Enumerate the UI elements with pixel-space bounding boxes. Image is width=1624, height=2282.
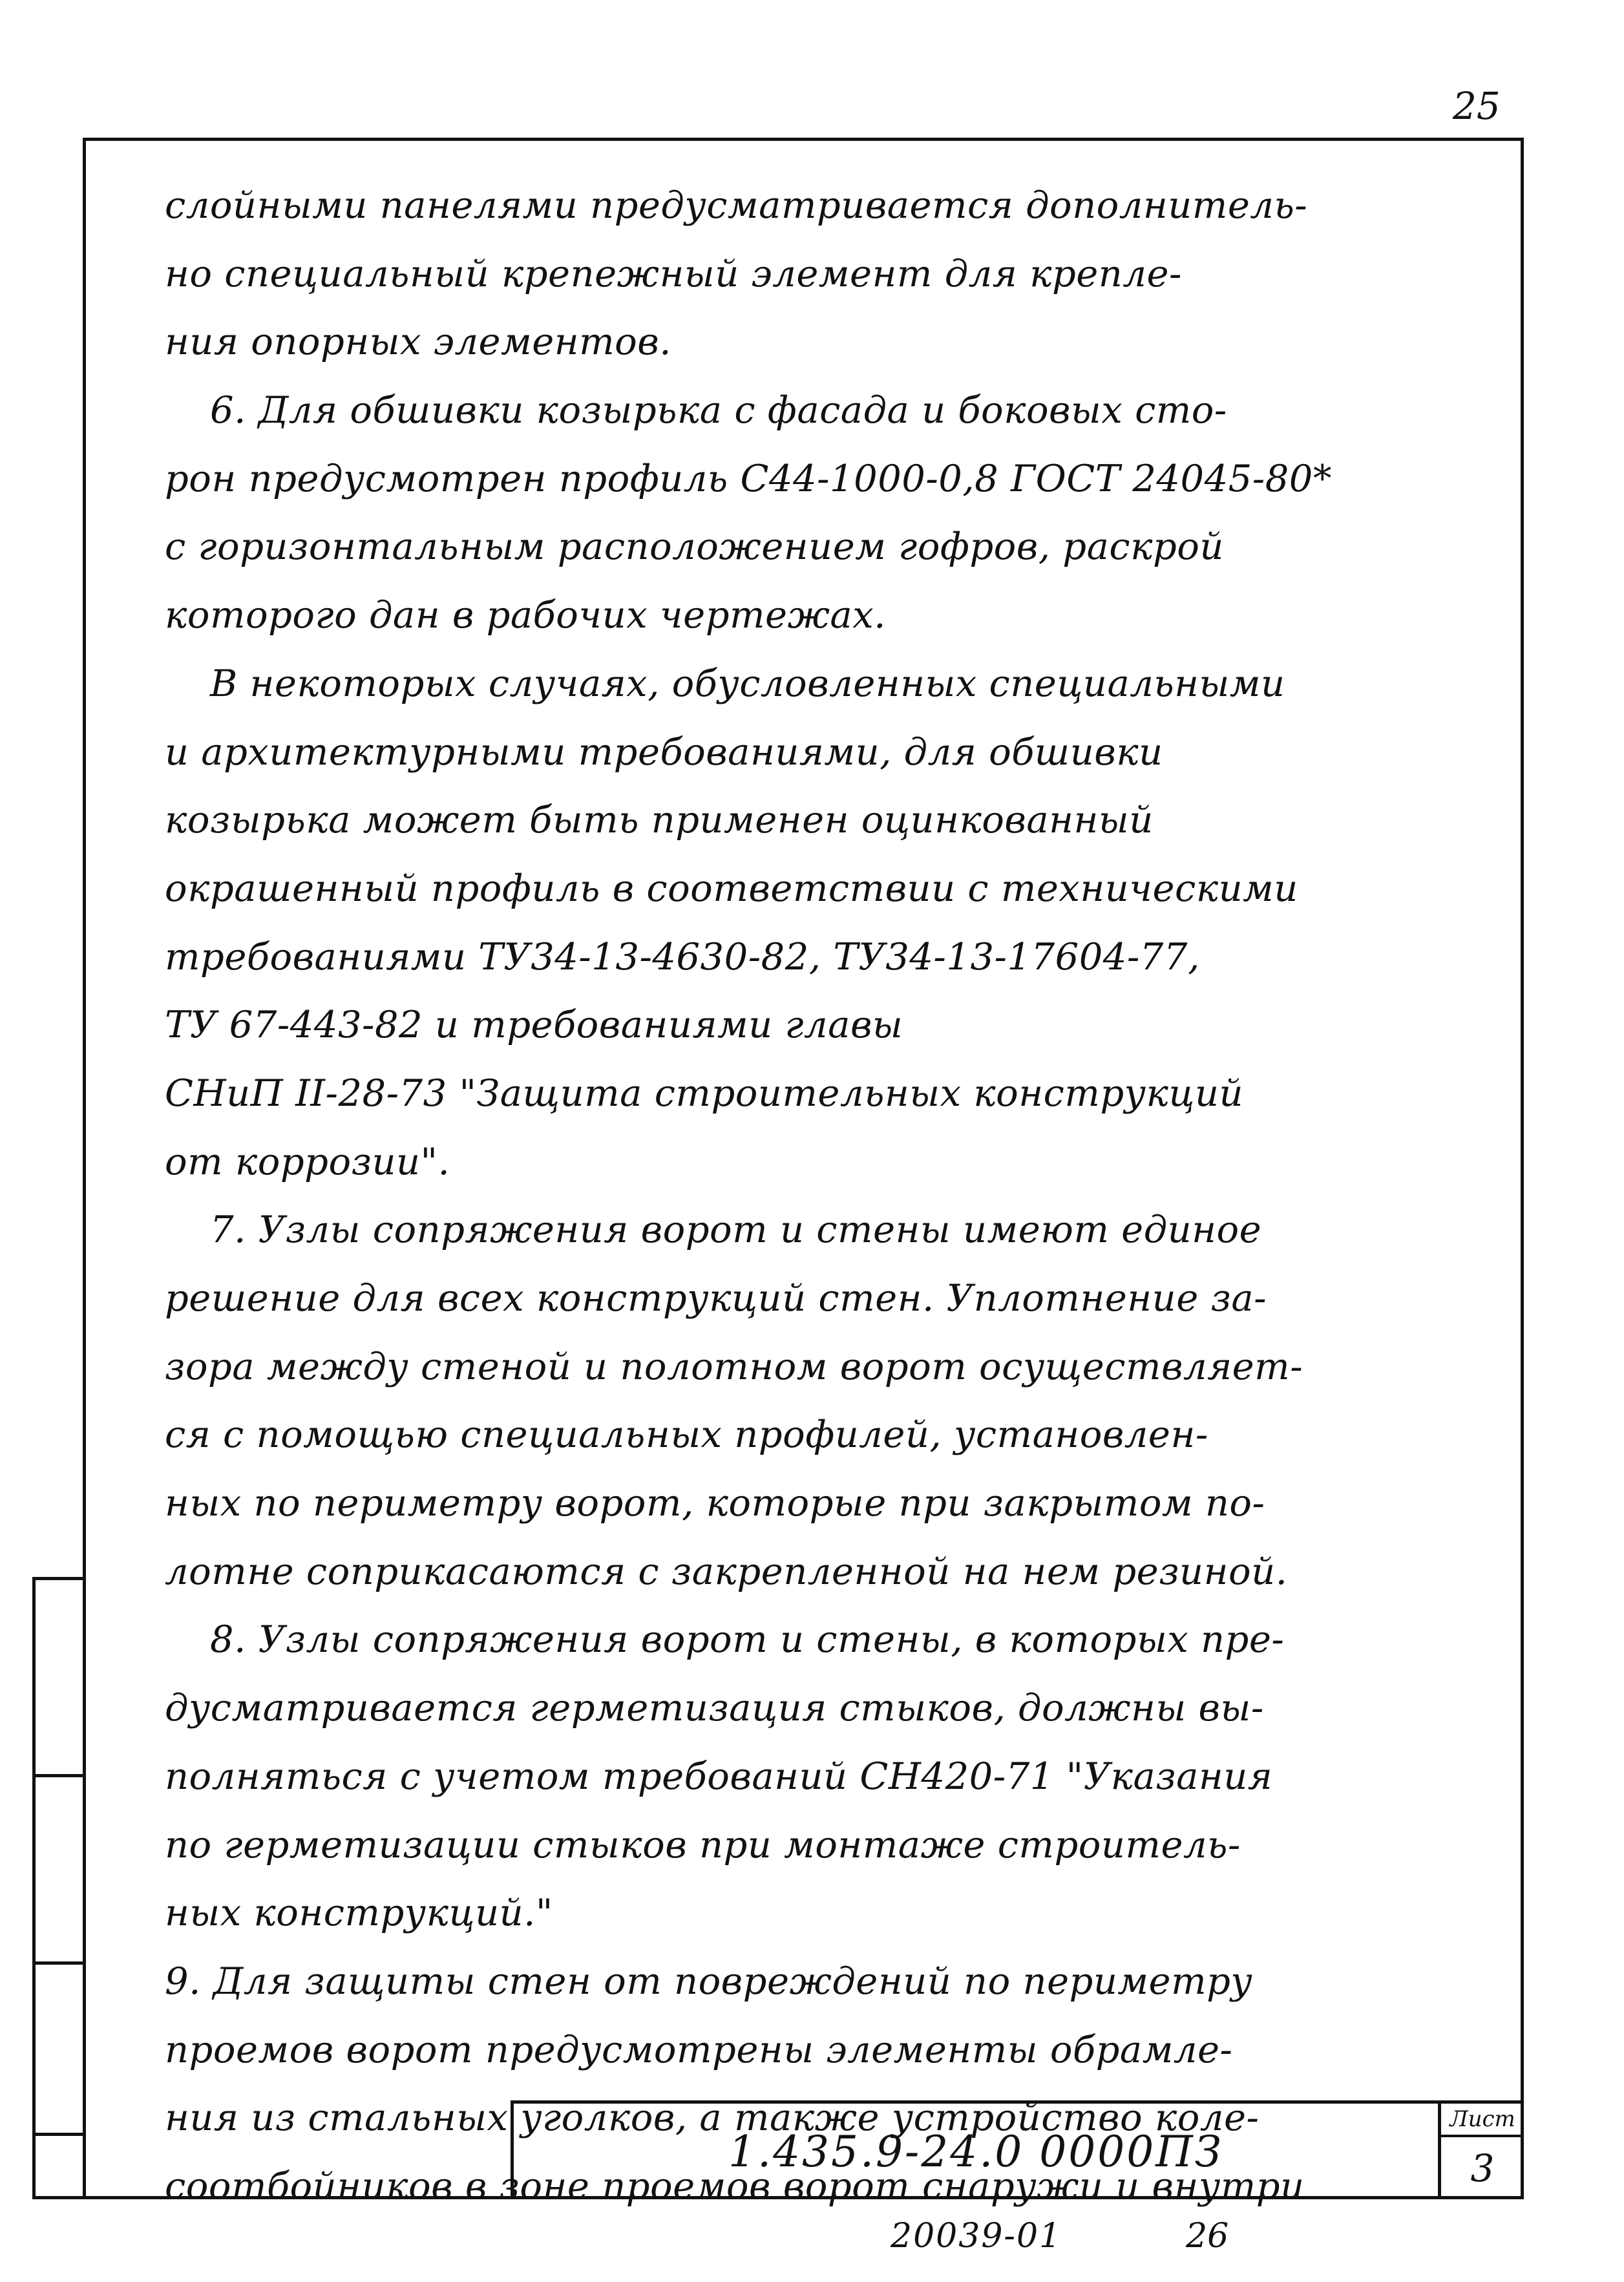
text-line: окрашенный профиль в соответствии с техническими (165, 866, 1298, 910)
text-line: соотбойников в зоне проемов ворот снаружи и внутри (165, 2164, 1305, 2208)
text-line: СНиП II-28-73 "Защита строительных конструкций (165, 1071, 1244, 1115)
text-line: с горизонтальным расположением гофров, раскрой (165, 525, 1224, 569)
side-stamp-strip (32, 1577, 86, 2199)
text-line: дусматривается герметизация стыков, должны вы- (165, 1686, 1264, 1730)
document-code: 1.435.9-24.0 0000ПЗ (728, 2126, 1223, 2177)
text-line: рон предусмотрен профиль С44-1000-0,8 ГОСТ 24045-80* (165, 456, 1333, 500)
footer-page-number: 26 (1186, 2217, 1229, 2256)
text-line: козырька может быть применен оцинкованный (165, 798, 1154, 842)
text-line: и архитектурными требованиями, для обшивки (165, 730, 1163, 774)
text-line: ния опорных элементов. (165, 320, 672, 364)
text-line: 8. Узлы сопряжения ворот и стены, в которых пре- (210, 1618, 1285, 1662)
text-line: зора между стеной и полотном ворот осуществляет- (165, 1344, 1303, 1388)
text-line: по герметизации стыков при монтаже строитель- (165, 1822, 1241, 1866)
text-line: требованиями ТУ34-13-4630-82, ТУ34-13-17604-77, (165, 935, 1200, 978)
text-line: решение для всех конструкций стен. Уплотнение за- (165, 1276, 1267, 1320)
text-line: В некоторых случаях, обусловленных специальными (210, 661, 1285, 705)
text-line: но специальный крепежный элемент для крепле- (165, 251, 1182, 295)
text-line: слойными панелями предусматривается дополнитель- (165, 184, 1308, 227)
side-stamp-cell (36, 1580, 86, 1777)
text-line: ТУ 67-443-82 и требованиями главы (165, 1003, 903, 1047)
footer-code: 20039-01 (891, 2217, 1062, 2256)
text-line: 9. Для защиты стен от повреждений по периметру (165, 1959, 1253, 2003)
text-line: ся с помощью специальных профилей, установлен- (165, 1413, 1208, 1457)
page-number: 25 (1453, 84, 1501, 128)
text-line: 6. Для обшивки козырька с фасада и боковых сто- (210, 388, 1227, 432)
sheet-number: 3 (1470, 2146, 1495, 2190)
text-line: лотне соприкасаются с закрепленной на нем резиной. (165, 1549, 1288, 1593)
text-line: полняться с учетом требований СН420-71 "Указания (165, 1754, 1273, 1798)
text-line: ния из стальных уголков, а также устройство коле- (165, 2096, 1260, 2140)
document-body (165, 171, 1509, 2221)
sheet-label: Лист (1441, 2104, 1524, 2137)
text-line: ных по периметру ворот, которые при закрытом по- (165, 1481, 1265, 1525)
side-stamp-cell (36, 1777, 86, 1965)
side-stamp-cell (36, 1965, 86, 2136)
text-line: от коррозии". (165, 1139, 450, 1183)
text-line: ных конструкций." (165, 1891, 553, 1935)
text-line: которого дан в рабочих чертежах. (165, 593, 886, 637)
sheet-cell (1438, 2104, 1524, 2199)
text-line: 7. Узлы сопряжения ворот и стены имеют единое (210, 1208, 1262, 1252)
title-block (511, 2100, 1524, 2199)
text-line: проемов ворот предусмотрены элементы обрамле- (165, 2027, 1233, 2071)
